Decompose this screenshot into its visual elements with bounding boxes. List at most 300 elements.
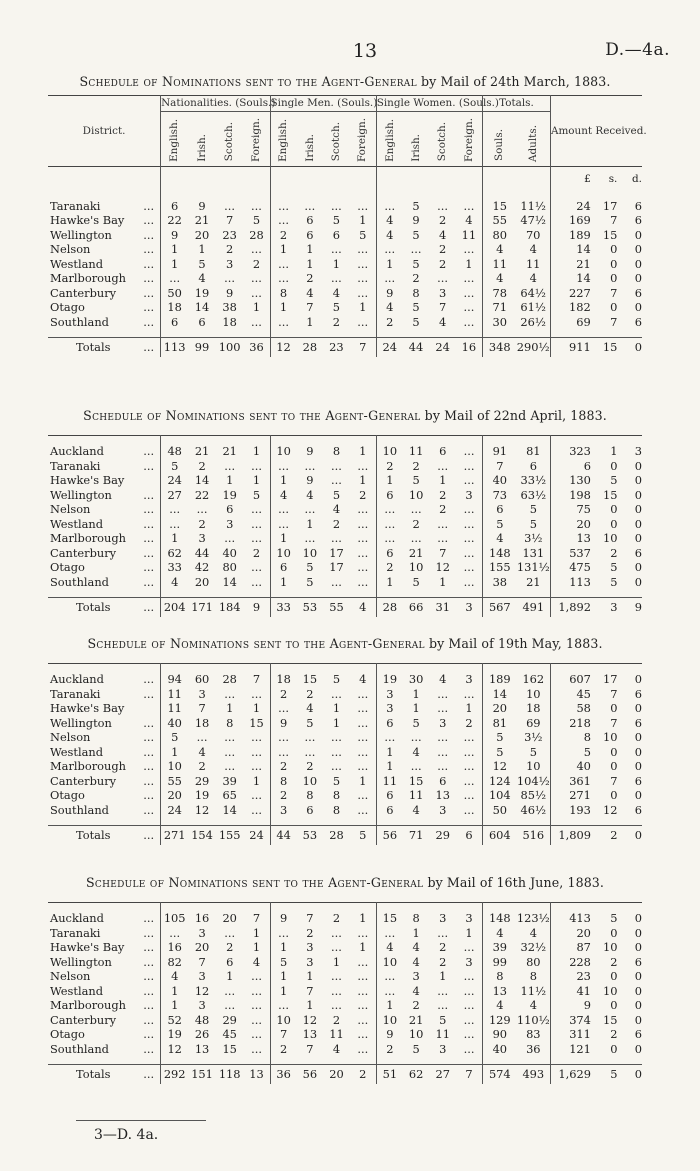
table-cell: ... — [330, 271, 342, 286]
table-cell: 2 — [610, 954, 618, 969]
table-cell: 40 — [161, 716, 189, 731]
table-cell: 14 — [550, 242, 590, 257]
table-cell: 1 — [610, 444, 618, 458]
table-cell: ... — [224, 686, 236, 701]
document-reference: D.—4a. — [605, 40, 670, 60]
table-cell: 4 — [482, 271, 516, 286]
table-cell: ... — [463, 998, 475, 1012]
table-cell: ... — [270, 257, 297, 272]
footer-rule — [76, 1120, 206, 1121]
table-cell: 5 — [359, 227, 367, 242]
single-men-header: Single Men. (Souls.) — [270, 97, 378, 109]
table-cell: 0 — [610, 969, 618, 983]
table-cell: ... — [251, 983, 262, 998]
table-cell: 21 — [550, 257, 590, 272]
table-cell: 113 — [551, 575, 591, 590]
table-cell: ... — [437, 701, 449, 715]
table-row — [48, 984, 642, 999]
table-cell: 0 — [610, 271, 618, 286]
table-cell: 7 — [252, 911, 261, 925]
leader-dots: ... — [143, 516, 155, 531]
table-cell: 7 — [225, 213, 234, 228]
schedule-title-date: by Mail of 24th March, 1883. — [420, 74, 611, 89]
table-cell: ... — [357, 560, 369, 574]
table-cell: 129 — [483, 1013, 517, 1028]
table-cell: ... — [270, 459, 297, 474]
table-cell: 3 — [438, 285, 447, 300]
table-cell: 17 — [329, 560, 344, 574]
table-cell: 3 — [465, 954, 473, 969]
district-name: Taranaki — [50, 198, 101, 213]
table-cell: 91 — [483, 444, 517, 459]
table-cell: ... — [251, 730, 262, 744]
table-cell: 2 — [270, 759, 297, 774]
table-cell: 4 — [376, 213, 403, 228]
table-cell: 1 — [376, 473, 403, 488]
table-cell: 7 — [350, 338, 377, 358]
leader-dots: ... — [143, 256, 155, 271]
table-cell: 7 — [610, 773, 618, 788]
table-cell: 218 — [551, 716, 591, 731]
table-cell: 7 — [306, 911, 314, 925]
table-cell: 28 — [222, 672, 237, 686]
table-cell: ... — [410, 531, 422, 545]
table-cell: 15 — [222, 1041, 237, 1056]
table-cell: 21 — [194, 213, 210, 228]
table-cell: 29 — [222, 1012, 237, 1027]
table-cell: 44 — [270, 826, 297, 846]
table-cell: 5 — [610, 473, 618, 487]
table-cell: 9 — [306, 473, 314, 487]
table-cell: 0 — [634, 759, 642, 773]
district-name: Marlborough — [50, 531, 126, 545]
table-cell: 55 — [482, 213, 516, 228]
table-cell: 3 — [456, 598, 483, 618]
table-cell: 10 — [603, 983, 618, 998]
table-cell: 2 — [306, 759, 314, 773]
table-cell: 4 — [306, 285, 314, 300]
col-foreign: Foreign. — [462, 117, 475, 162]
table-cell: ... — [251, 531, 262, 545]
table-cell: 47½ — [520, 213, 546, 228]
table-cell: 0 — [634, 701, 642, 715]
schedule-june — [48, 875, 642, 1084]
table-cell: 0 — [634, 788, 642, 802]
table-cell: 10 — [408, 560, 424, 574]
leader-dots: ... — [143, 560, 155, 574]
table-cell: 80 — [222, 560, 237, 574]
table-cell: 124 — [483, 774, 517, 789]
table-cell: ... — [331, 969, 342, 983]
table-cell: 4 — [412, 744, 420, 759]
table-cell: ... — [357, 502, 369, 516]
table-cell: 6 — [161, 199, 189, 214]
col-scotch: Scotch. — [436, 122, 449, 162]
table-cell: 5 — [350, 826, 377, 846]
table-cell: 4 — [376, 228, 403, 243]
table-cell: 17 — [602, 198, 618, 213]
leader-dots: ... — [143, 1041, 155, 1056]
table-cell: 23 — [323, 338, 350, 358]
table-cell: 193 — [551, 803, 591, 818]
table-cell: 1 — [161, 745, 189, 760]
table-cell: 189 — [550, 228, 590, 243]
table-cell: 228 — [551, 955, 591, 970]
table-cell: 4 — [412, 954, 420, 969]
table-cell: 0 — [618, 1065, 643, 1085]
table-cell: 1 — [465, 256, 473, 271]
table-cell: 1 — [161, 531, 189, 546]
table-cell: 20 — [161, 788, 189, 803]
table-cell: 32½ — [520, 940, 547, 954]
table-cell: 18 — [526, 701, 541, 715]
table-cell: 0 — [634, 531, 642, 545]
table-cell: 21 — [408, 545, 424, 560]
table-cell: 24 — [244, 826, 271, 846]
table-cell: 11 — [461, 227, 477, 242]
table-cell: 4 — [332, 502, 341, 516]
table-row — [48, 517, 642, 532]
table-cell: 7 — [270, 1027, 297, 1042]
table-cell: 1 — [359, 300, 367, 315]
table-cell: 1 — [332, 954, 341, 969]
table-cell: 4 — [483, 531, 517, 546]
schedule-title-date: by Mail of 19th May, 1883. — [428, 636, 603, 651]
table-cell: 23 — [222, 227, 237, 242]
table-cell: 1 — [252, 473, 261, 487]
table-cell: 80 — [482, 228, 516, 243]
table-cell: 1 — [465, 701, 473, 715]
table-cell: 1 — [252, 925, 261, 940]
table-cell: 7 — [439, 545, 447, 560]
district-name: Westland — [50, 256, 104, 271]
table-cell: 11 — [161, 687, 189, 702]
table-cell: 15 — [302, 672, 318, 686]
table-cell: 10 — [376, 1013, 403, 1028]
table-cell: 12 — [483, 759, 517, 774]
table-cell: 21 — [194, 444, 210, 458]
table-cell: ... — [224, 998, 236, 1012]
table-row — [48, 803, 642, 818]
table-cell: 113 — [161, 338, 189, 358]
table-cell: 4 — [376, 940, 403, 955]
table-cell: ... — [331, 574, 342, 589]
district-name: Wellington — [50, 715, 112, 730]
district-name: Westland — [50, 983, 104, 998]
table-cell: 413 — [551, 911, 591, 926]
table-cell: ... — [331, 473, 342, 487]
table-cell: 4 — [412, 983, 420, 998]
district-name: Nelson — [50, 730, 91, 744]
table-cell: 63½ — [520, 487, 547, 502]
table-cell: ... — [357, 925, 369, 940]
table-cell: 1 — [412, 701, 420, 715]
table-cell: 105 — [161, 911, 189, 926]
table-cell: ... — [251, 744, 262, 759]
district-name: Wellington — [50, 487, 112, 502]
table-cell: ... — [251, 516, 262, 531]
table-cell: 2 — [332, 1012, 341, 1027]
table-cell: 13 — [302, 1027, 318, 1041]
table-cell: 6 — [198, 314, 206, 329]
col-english: English. — [270, 111, 297, 166]
table-cell: 30 — [482, 315, 516, 330]
table-cell: 10 — [603, 730, 618, 744]
leader-dots: ... — [143, 911, 155, 925]
table-cell: 19 — [222, 487, 237, 502]
table-cell: ... — [463, 940, 475, 954]
table-cell: ... — [357, 271, 369, 286]
table-cell: 5 — [412, 314, 420, 329]
table-cell: 10 — [408, 1027, 424, 1041]
table-cell: 1 — [252, 773, 261, 788]
table-cell: 9 — [244, 598, 271, 618]
table-cell: 271 — [551, 788, 591, 803]
leader-dots: ... — [143, 730, 155, 744]
table-cell: ... — [357, 198, 369, 213]
table-cell: ... — [331, 759, 342, 773]
table-cell: ... — [196, 730, 208, 744]
table-cell: 0 — [634, 983, 642, 998]
table-cell: 21 — [222, 444, 237, 458]
table-cell: 8 — [226, 715, 234, 730]
col-souls: Souls. — [482, 111, 516, 166]
table-cell: 7 — [610, 314, 618, 329]
table-cell: ... — [330, 242, 342, 257]
table-cell: 20 — [551, 517, 591, 532]
table-cell: ... — [251, 560, 262, 574]
table-cell: ... — [437, 759, 449, 773]
table-cell: 148 — [483, 546, 517, 561]
table-cell: ... — [304, 198, 316, 213]
table-row — [48, 774, 642, 789]
table-cell: 1 — [306, 256, 314, 271]
table-cell: ... — [357, 701, 369, 715]
table-cell: 39 — [483, 940, 517, 955]
table-cell: 46½ — [520, 802, 547, 817]
leader-dots: ... — [143, 487, 155, 502]
table-cell: ... — [463, 730, 475, 744]
table-cell: 99 — [188, 338, 216, 358]
table-cell: 1 — [270, 984, 297, 999]
table-cell: 87 — [551, 940, 591, 955]
schedule-title-date: by Mail of 22nd April, 1883. — [424, 408, 607, 423]
table-cell: 19 — [194, 788, 210, 802]
table-cell: 184 — [216, 598, 244, 618]
table-cell: 1 — [306, 998, 314, 1012]
table-cell: 1 — [359, 773, 367, 788]
table-cell: 0 — [634, 300, 642, 315]
table-cell: 23 — [551, 969, 591, 984]
table-cell: ... — [463, 686, 475, 701]
table-cell: ... — [463, 759, 475, 773]
totals-row — [48, 1065, 642, 1085]
table-cell: 8 — [332, 444, 341, 458]
table-cell: 3 — [439, 1041, 447, 1056]
table-cell: 4 — [529, 271, 537, 286]
table-cell: ... — [463, 531, 475, 545]
schedule-title — [48, 636, 642, 651]
table-cell: 2 — [306, 686, 314, 701]
table-row — [48, 926, 642, 941]
table-cell: 12 — [161, 1042, 189, 1057]
table-cell: 11 — [376, 774, 403, 789]
table-cell: 1 — [252, 444, 261, 458]
table-cell: ... — [463, 560, 475, 574]
table-row — [48, 300, 642, 315]
table-row — [48, 575, 642, 590]
leader-dots: ... — [143, 444, 155, 458]
table-cell: ... — [410, 242, 422, 257]
table-cell: 1 — [412, 925, 420, 940]
table-cell: ... — [463, 458, 475, 473]
table-cell: 1 — [359, 444, 367, 458]
table-cell: 2 — [225, 242, 234, 257]
table-cell: 80 — [526, 954, 541, 969]
table-cell: 4 — [529, 925, 537, 940]
table-row — [48, 716, 642, 731]
schedule-title — [48, 74, 642, 89]
table-cell: 2 — [306, 271, 314, 286]
table-cell: 1 — [439, 473, 447, 487]
table-cell: 20 — [194, 227, 210, 242]
table-cell: 36 — [270, 1065, 297, 1085]
table-cell: 13 — [435, 788, 450, 802]
table-row — [48, 228, 642, 243]
table-cell: 20 — [222, 911, 237, 925]
table-cell: 40 — [222, 545, 237, 560]
table-cell: 14 — [194, 300, 210, 315]
table-cell: 21 — [408, 1012, 424, 1027]
district-name: Wellington — [50, 954, 112, 969]
table-cell: 62 — [403, 1065, 430, 1085]
table-cell: 110½ — [516, 1012, 550, 1027]
table-cell: 567 — [483, 598, 517, 618]
table-cell: 10 — [603, 531, 618, 545]
table-cell: ... — [463, 1027, 475, 1041]
table-cell: 94 — [161, 672, 189, 687]
table-cell: ... — [357, 1027, 369, 1041]
table-cell: 15 — [376, 911, 403, 926]
table-cell: ... — [376, 730, 403, 745]
table-cell: ... — [463, 788, 475, 802]
table-cell: 2 — [376, 459, 403, 474]
table-cell: ... — [304, 458, 316, 473]
table-cell: 7 — [252, 672, 261, 686]
table-cell: 3 — [306, 954, 314, 969]
table-cell: 3 — [306, 940, 314, 954]
table-row — [48, 560, 642, 575]
table-cell: 5 — [332, 773, 341, 788]
table-cell: 6 — [634, 314, 642, 329]
table-cell: 55 — [323, 598, 350, 618]
leader-dots: ... — [143, 271, 155, 286]
table-cell: 6 — [634, 954, 642, 969]
table-cell: ... — [437, 730, 449, 744]
table-cell: 0 — [610, 300, 618, 315]
table-cell: ... — [357, 1012, 369, 1027]
table-cell: 15 — [482, 199, 516, 214]
table-cell: 38 — [222, 300, 237, 315]
col-foreign: Foreign. — [250, 117, 263, 162]
table-cell: ... — [270, 517, 297, 532]
table-cell: ... — [270, 745, 297, 760]
table-cell: 3 — [634, 444, 642, 458]
table-cell: ... — [463, 198, 475, 213]
table-cell: 10 — [526, 759, 541, 773]
table-cell: ... — [224, 983, 236, 998]
table-cell: 2 — [226, 940, 234, 954]
schedule-title-main: Schedule of Nominations sent to the Agent-General — [85, 875, 424, 890]
table-cell: 3 — [591, 598, 618, 618]
table-cell: 292 — [161, 1065, 189, 1085]
table-cell: 8 — [551, 730, 591, 745]
table-row — [48, 745, 642, 760]
table-cell: 0 — [618, 826, 643, 846]
table-cell: 15 — [603, 487, 618, 502]
table-cell: 81 — [483, 716, 517, 731]
pence-unit: d. — [617, 166, 642, 191]
table-cell: 10 — [526, 686, 541, 701]
table-cell: 7 — [483, 459, 517, 474]
table-cell: 130 — [551, 473, 591, 488]
table-cell: 4 — [306, 487, 314, 502]
table-cell: ... — [251, 788, 262, 802]
table-cell: 4 — [529, 998, 537, 1012]
table-cell: ... — [270, 998, 297, 1013]
table-cell: 82 — [161, 955, 189, 970]
table-cell: 0 — [610, 925, 618, 940]
table-cell: 1 — [270, 473, 297, 488]
table-cell: ... — [463, 545, 475, 560]
table-cell: 5 — [439, 1012, 447, 1027]
district-name: Auckland — [50, 911, 104, 925]
leader-dots: ... — [137, 826, 160, 846]
table-cell: ... — [251, 242, 262, 257]
table-cell: 5 — [610, 560, 618, 574]
district-name: Canterbury — [50, 545, 117, 560]
table-cell: 9 — [270, 911, 297, 926]
table-cell: 0 — [634, 560, 642, 574]
table-row — [48, 998, 642, 1013]
table-cell: ... — [376, 926, 403, 941]
table-cell: 11 — [408, 788, 424, 802]
table-row — [48, 286, 642, 301]
table-cell: ... — [376, 199, 403, 214]
table-cell: 5 — [412, 300, 420, 315]
table-cell: 1 — [376, 998, 403, 1013]
table-cell: 1 — [306, 969, 314, 983]
table-cell: 36 — [526, 1041, 541, 1056]
leader-dots: ... — [143, 545, 155, 560]
table-cell: 6 — [306, 227, 314, 242]
table-cell: ... — [224, 744, 236, 759]
table-cell: 2 — [332, 516, 341, 531]
table-cell: 6 — [226, 954, 234, 969]
leader-dots: ... — [143, 940, 155, 954]
table-cell: 0 — [634, 458, 642, 473]
totals-row — [48, 338, 642, 358]
table-cell: 14 — [194, 473, 210, 487]
table-cell: 24 — [550, 199, 590, 214]
table-cell: 13 — [244, 1065, 271, 1085]
table-cell: 2 — [438, 213, 447, 228]
col-english: English. — [376, 111, 403, 166]
table-cell: ... — [463, 1041, 475, 1056]
table-cell: 2 — [198, 759, 206, 773]
table-cell: ... — [463, 300, 475, 315]
district-name: Marlborough — [50, 998, 126, 1012]
